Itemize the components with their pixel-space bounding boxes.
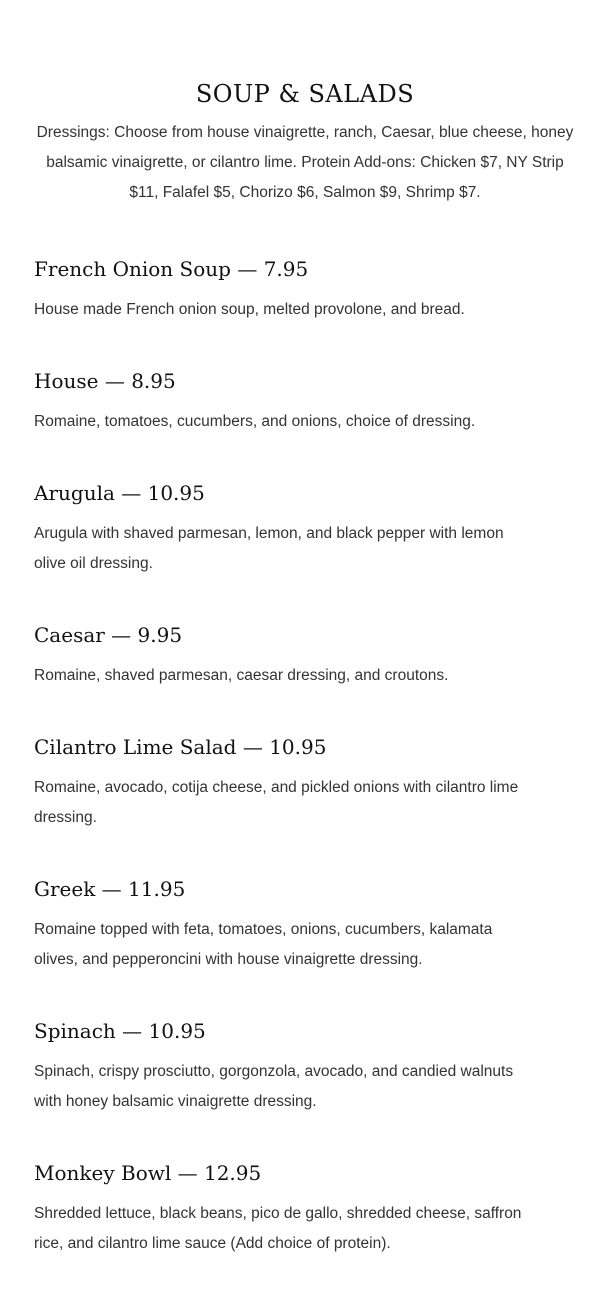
menu-item bbox=[34, 367, 554, 437]
menu-item-price: 10.95 bbox=[148, 1019, 206, 1043]
menu-item-description: Romaine, shaved parmesan, caesar dressing, and croutons. bbox=[34, 667, 449, 684]
menu-item-title: Greek — 11.95 bbox=[34, 877, 186, 901]
menu-item-price: 11.95 bbox=[128, 877, 186, 901]
menu-item-price: 8.95 bbox=[131, 369, 176, 393]
menu-item-name: Spinach bbox=[34, 1019, 116, 1043]
menu-item-description: House made French onion soup, melted provolone, and bread. bbox=[34, 301, 465, 318]
menu-item-name: Cilantro Lime Salad bbox=[34, 735, 237, 759]
menu-item-price: 9.95 bbox=[137, 623, 183, 647]
menu-item-name: Monkey Bowl bbox=[34, 1161, 172, 1185]
menu-item-title: Arugula — 10.95 bbox=[34, 481, 205, 505]
menu-items bbox=[34, 255, 554, 1301]
menu-item-title: House — 8.95 bbox=[34, 369, 176, 393]
menu-item-description: Romaine topped with feta, tomatoes, onions, cucumbers, kalamata olives, and pepperoncini with house vinaigrette dressing. bbox=[34, 921, 493, 968]
menu-item-description: Arugula with shaved parmesan, lemon, and black pepper with lemon olive oil dressing. bbox=[34, 525, 504, 572]
menu-item-description: Spinach, crispy prosciutto, gorgonzola, avocado, and candied walnuts with honey balsamic vinaigrette dressing. bbox=[34, 1063, 514, 1110]
menu-item-name: Caesar bbox=[34, 623, 105, 647]
menu-item-name: House bbox=[34, 369, 99, 393]
menu-item-name: French Onion Soup bbox=[34, 257, 231, 281]
menu-item bbox=[34, 479, 554, 579]
menu-item-description: Shredded lettuce, black beans, pico de gallo, shredded cheese, saffron rice, and cilantro lime sauce (Add choice of protein). bbox=[34, 1205, 522, 1252]
menu-item bbox=[34, 733, 554, 833]
section-note: Dressings: Choose from house vinaigrette, ranch, Caesar, blue cheese, honey balsamic vinaigrette, or cilantro lime. Protein Add-ons: Chicken $7, NY Strip $11, Falafel $5, Chorizo $6, Salmon $9, Shrimp $7. bbox=[36, 124, 574, 201]
menu-item-title: French Onion Soup — 7.95 bbox=[34, 257, 309, 281]
menu-item-title: Monkey Bowl — 12.95 bbox=[34, 1161, 262, 1185]
menu-item-price: 10.95 bbox=[147, 481, 205, 505]
section-title: SOUP & SALADS bbox=[195, 80, 415, 108]
menu-item-price: 12.95 bbox=[203, 1161, 262, 1185]
menu-item-title: Caesar — 9.95 bbox=[34, 623, 183, 647]
menu-item-price: 10.95 bbox=[269, 735, 327, 759]
menu-item-description: Romaine, avocado, cotija cheese, and pickled onions with cilantro lime dressing. bbox=[34, 779, 519, 826]
menu-item-price: 7.95 bbox=[263, 257, 309, 281]
menu-item bbox=[34, 255, 554, 325]
menu-item-description: Romaine, tomatoes, cucumbers, and onions, choice of dressing. bbox=[34, 413, 476, 430]
menu-item-name: Greek bbox=[34, 877, 96, 901]
menu-item-title: Spinach — 10.95 bbox=[34, 1019, 206, 1043]
menu-item bbox=[34, 875, 554, 975]
menu-item-title: Cilantro Lime Salad — 10.95 bbox=[34, 735, 327, 759]
menu-item bbox=[34, 621, 554, 691]
menu-item bbox=[34, 1017, 554, 1117]
menu-item-name: Arugula bbox=[34, 481, 115, 505]
menu-item bbox=[34, 1159, 554, 1259]
